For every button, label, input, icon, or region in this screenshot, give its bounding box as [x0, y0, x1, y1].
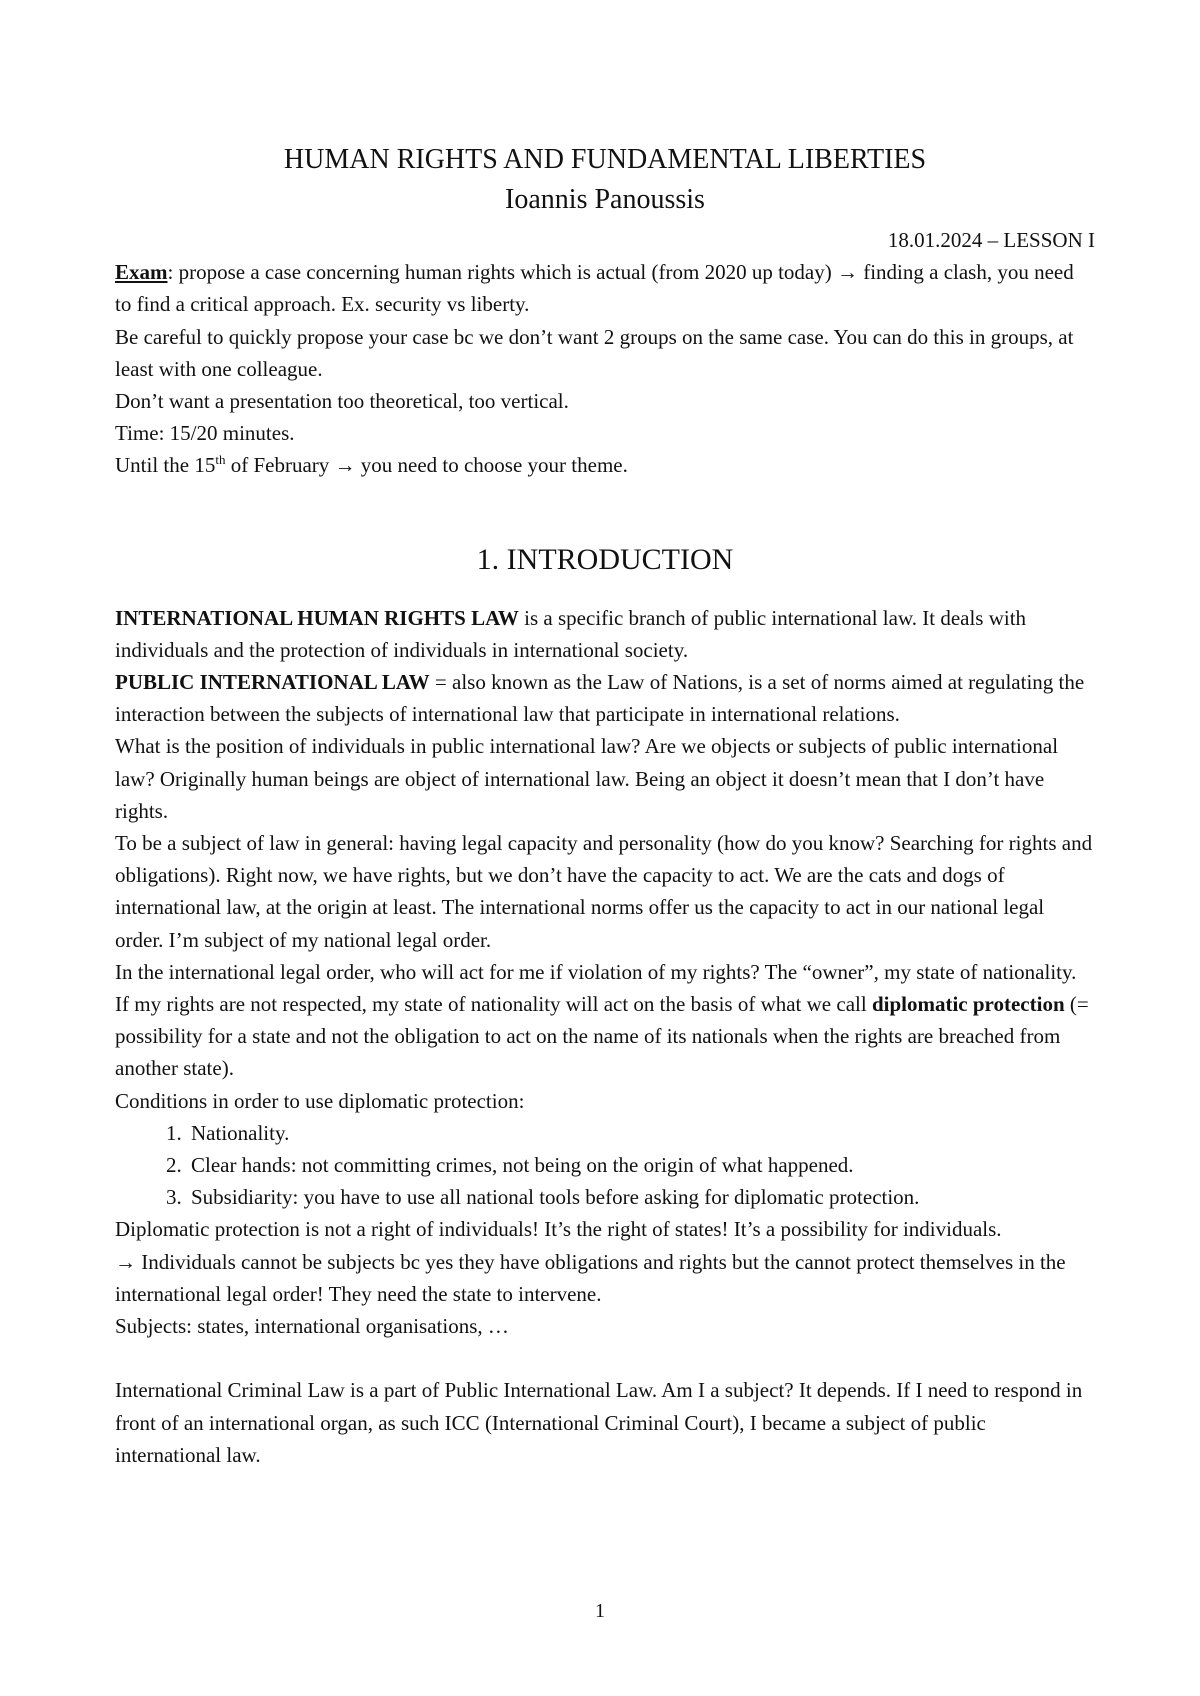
pil-term: PUBLIC INTERNATIONAL LAW [115, 670, 430, 695]
exam-time-paragraph: Time: 15/20 minutes. [115, 421, 295, 446]
page-number: 1 [595, 1600, 605, 1622]
not-right-paragraph: Diplomatic protection is not a right of individuals! It’s the right of states! It’s a possibility for individuals. [115, 1217, 1002, 1242]
deadline-superscript: th [215, 452, 226, 468]
list-item: 3. Subsidiarity: you have to use all national tools before asking for diplomatic protection. [187, 1181, 1095, 1213]
icl-paragraph: International Criminal Law is a part of Public International Law. Am I a subject? It depends. If I need to respond in front of an international organ, as such ICC (International Criminal Court), I became a subject of public international law. [115, 1378, 1083, 1467]
ihrl-paragraph [115, 602, 1095, 666]
deadline-text-end: of February → you need to choose your theme. [225, 453, 628, 478]
legal-order-text-end: (= possibility for a state and not the obligation to act on the name of its nationals when the rights are breached from another state). [115, 992, 1089, 1081]
exam-deadline-paragraph [115, 449, 1095, 481]
document-body [115, 140, 1095, 1471]
position-paragraph: What is the position of individuals in public international law? Are we objects or subjects of public international law? Originally human beings are object of international law. Being an object it doesn’t mean that I don’t have rights. [115, 734, 1059, 823]
list-item: 2. Clear hands: not committing crimes, not being on the origin of what happened. [187, 1149, 1095, 1181]
exam-paragraph [115, 256, 1095, 320]
deadline-text-start: Until the 15 [115, 453, 216, 478]
legal-order-text-start: In the international legal order, who will act for me if violation of my rights? The “owner”, my state of nationality. If my rights are not respected, my state of nationality will act on the basis of what we call [115, 959, 1077, 1017]
ihrl-term: INTERNATIONAL HUMAN RIGHTS LAW [115, 605, 519, 630]
conditions-intro: Conditions in order to use diplomatic protection: [115, 1088, 525, 1113]
list-item: 1. Nationality. [187, 1117, 1095, 1149]
exam-label: Exam [115, 260, 168, 285]
diplomatic-protection-term: diplomatic protection [871, 992, 1065, 1017]
exam-text: : propose a case concerning human rights which is actual (from 2020 up today) → finding a clash, you need to find a critical approach. Ex. security vs liberty. [115, 260, 1074, 317]
exam-groups-paragraph: Be careful to quickly propose your case bc we don’t want 2 groups on the same case. You can do this in groups, at least with one colleague. [115, 324, 1074, 381]
lesson-date: 18.01.2024 – LESSON I [887, 228, 1095, 252]
ihrl-text: is a specific branch of public international law. It deals with individuals and the protection of individuals in international society. [115, 605, 1027, 662]
individuals-paragraph: → Individuals cannot be subjects bc yes they have obligations and rights but the cannot protect themselves in the international legal order! They need the state to intervene. [115, 1249, 1066, 1306]
exam-presentation-paragraph: Don’t want a presentation too theoretical, too vertical. [115, 389, 569, 414]
legal-order-paragraph [115, 956, 1095, 1085]
pil-paragraph [115, 666, 1095, 730]
conditions-list [115, 1117, 1095, 1214]
subjects-paragraph: Subjects: states, international organisations, … [115, 1314, 509, 1339]
pil-text: = also known as the Law of Nations, is a set of norms aimed at regulating the interaction between the subjects of international law that participate in international relations. [115, 670, 1085, 727]
section-heading: 1. INTRODUCTION [476, 542, 734, 576]
subject-paragraph: To be a subject of law in general: having legal capacity and personality (how do you know? Searching for rights and obligations). Right now, we have rights, but we don’t have the capacity to act. We are the cats and dogs of international law, at the origin at least. The international norms offer us the capacity to act in our national legal order. I’m subject of my national legal order. [115, 831, 1093, 952]
document-author: Ioannis Panoussis [505, 184, 705, 215]
document-title: HUMAN RIGHTS AND FUNDAMENTAL LIBERTIES [283, 144, 927, 175]
